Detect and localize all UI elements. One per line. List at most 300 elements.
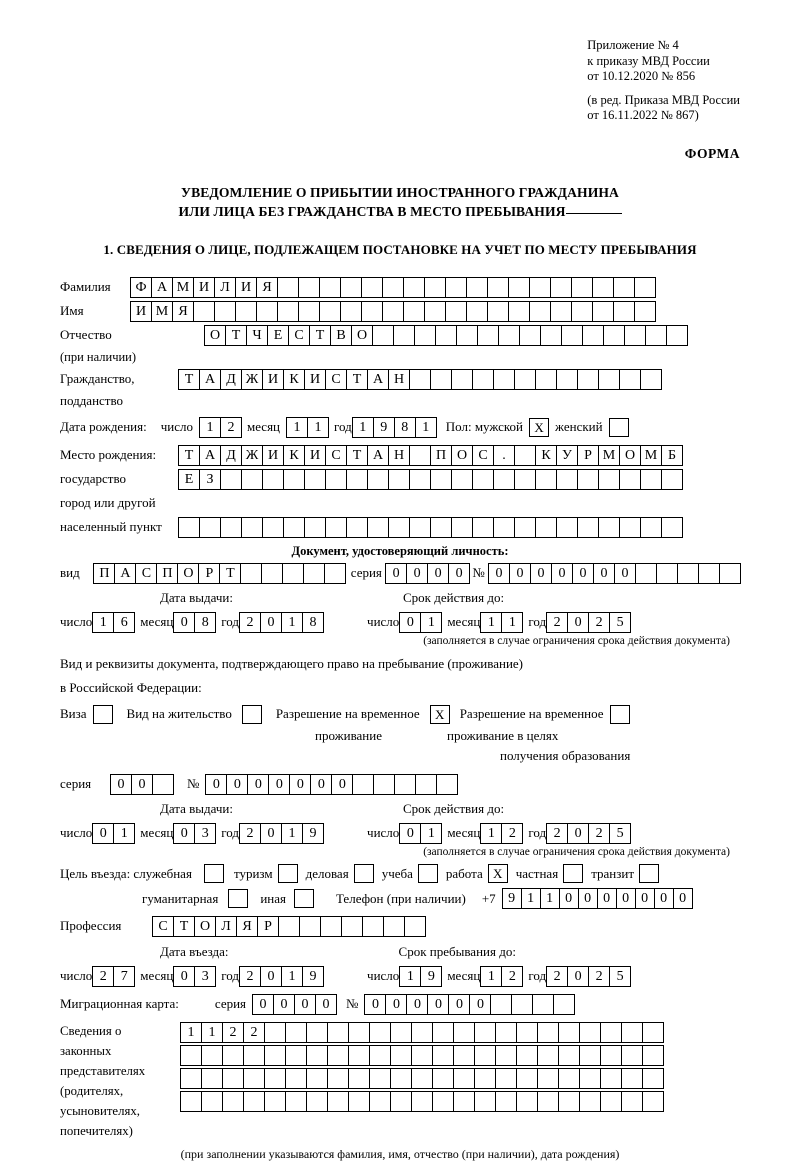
char-cell[interactable] — [201, 1068, 223, 1089]
char-cell[interactable] — [298, 301, 320, 322]
name-input[interactable] — [130, 301, 655, 322]
char-cell[interactable] — [451, 517, 473, 538]
char-cell[interactable]: 1 — [286, 417, 308, 438]
char-cell[interactable]: 0 — [635, 888, 655, 909]
char-cell[interactable] — [432, 1045, 454, 1066]
char-cell[interactable]: П — [430, 445, 452, 466]
char-cell[interactable] — [508, 301, 530, 322]
permit-issue-year-input[interactable] — [239, 823, 323, 844]
char-cell[interactable] — [532, 994, 554, 1015]
char-cell[interactable]: С — [135, 563, 157, 584]
char-cell[interactable]: 0 — [448, 994, 470, 1015]
char-cell[interactable] — [285, 1068, 307, 1089]
char-cell[interactable]: 1 — [307, 417, 329, 438]
char-cell[interactable] — [600, 1045, 622, 1066]
char-cell[interactable] — [340, 301, 362, 322]
char-cell[interactable] — [222, 1045, 244, 1066]
char-cell[interactable]: 1 — [113, 823, 135, 844]
char-cell[interactable]: 7 — [113, 966, 135, 987]
char-cell[interactable]: Я — [256, 277, 278, 298]
char-cell[interactable]: Т — [219, 563, 241, 584]
char-cell[interactable] — [243, 1045, 265, 1066]
char-cell[interactable] — [642, 1068, 664, 1089]
char-cell[interactable]: 3 — [194, 823, 216, 844]
char-cell[interactable]: 2 — [546, 966, 568, 987]
char-cell[interactable] — [222, 1068, 244, 1089]
char-cell[interactable]: У — [556, 445, 578, 466]
char-cell[interactable]: О — [204, 325, 226, 346]
char-cell[interactable] — [369, 1022, 391, 1043]
purpose-work-checkbox[interactable]: Х — [488, 864, 508, 883]
char-cell[interactable]: 1 — [480, 612, 502, 633]
char-cell[interactable]: Т — [173, 916, 195, 937]
char-cell[interactable] — [199, 517, 221, 538]
char-cell[interactable]: 1 — [480, 823, 502, 844]
char-cell[interactable] — [261, 563, 283, 584]
char-cell[interactable] — [324, 563, 346, 584]
char-cell[interactable] — [243, 1068, 265, 1089]
char-cell[interactable] — [677, 563, 699, 584]
char-cell[interactable]: 1 — [415, 417, 437, 438]
char-cell[interactable] — [424, 301, 446, 322]
char-cell[interactable]: И — [235, 277, 257, 298]
char-cell[interactable]: З — [199, 469, 221, 490]
char-cell[interactable]: Т — [346, 445, 368, 466]
char-cell[interactable]: Ж — [241, 445, 263, 466]
char-cell[interactable]: О — [451, 445, 473, 466]
doc-number-input[interactable] — [488, 563, 740, 584]
char-cell[interactable]: 1 — [480, 966, 502, 987]
char-cell[interactable]: 0 — [226, 774, 248, 795]
char-cell[interactable]: 0 — [616, 888, 636, 909]
char-cell[interactable]: Р — [198, 563, 220, 584]
char-cell[interactable] — [579, 1091, 601, 1112]
char-cell[interactable]: Н — [388, 369, 410, 390]
char-cell[interactable]: М — [151, 301, 173, 322]
char-cell[interactable] — [537, 1091, 559, 1112]
char-cell[interactable] — [180, 1091, 202, 1112]
char-cell[interactable]: 0 — [310, 774, 332, 795]
char-cell[interactable] — [621, 1091, 643, 1112]
char-cell[interactable]: Т — [178, 445, 200, 466]
char-cell[interactable] — [537, 1045, 559, 1066]
char-cell[interactable] — [698, 563, 720, 584]
doc-issue-year-input[interactable] — [239, 612, 323, 633]
char-cell[interactable] — [369, 1068, 391, 1089]
char-cell[interactable] — [404, 916, 426, 937]
char-cell[interactable]: 0 — [406, 994, 428, 1015]
char-cell[interactable]: 9 — [302, 823, 324, 844]
char-cell[interactable]: 1 — [281, 823, 303, 844]
purpose-other-checkbox[interactable] — [294, 889, 314, 908]
doc-valid-day-input[interactable] — [399, 612, 441, 633]
char-cell[interactable] — [540, 325, 562, 346]
char-cell[interactable] — [519, 325, 541, 346]
char-cell[interactable]: 0 — [252, 994, 274, 1015]
profession-input[interactable] — [152, 916, 425, 937]
char-cell[interactable] — [240, 563, 262, 584]
char-cell[interactable] — [619, 517, 641, 538]
char-cell[interactable]: 0 — [427, 563, 449, 584]
char-cell[interactable] — [430, 517, 452, 538]
char-cell[interactable] — [516, 1022, 538, 1043]
char-cell[interactable]: 5 — [609, 612, 631, 633]
char-cell[interactable] — [577, 517, 599, 538]
legal-rep-row-4-input[interactable] — [180, 1091, 663, 1112]
char-cell[interactable]: 8 — [302, 612, 324, 633]
char-cell[interactable]: 0 — [260, 612, 282, 633]
char-cell[interactable]: 9 — [302, 966, 324, 987]
char-cell[interactable]: И — [262, 369, 284, 390]
permit-valid-year-input[interactable] — [546, 823, 630, 844]
char-cell[interactable] — [598, 369, 620, 390]
char-cell[interactable]: 5 — [609, 823, 631, 844]
char-cell[interactable]: 0 — [247, 774, 269, 795]
char-cell[interactable]: 0 — [205, 774, 227, 795]
char-cell[interactable] — [403, 301, 425, 322]
char-cell[interactable]: Т — [225, 325, 247, 346]
char-cell[interactable]: 0 — [593, 563, 615, 584]
phone-input[interactable] — [502, 888, 692, 909]
char-cell[interactable] — [661, 469, 683, 490]
char-cell[interactable] — [403, 277, 425, 298]
char-cell[interactable]: 2 — [239, 823, 261, 844]
legal-rep-row-2-input[interactable] — [180, 1045, 663, 1066]
char-cell[interactable] — [327, 1045, 349, 1066]
char-cell[interactable] — [394, 774, 416, 795]
char-cell[interactable] — [341, 916, 363, 937]
char-cell[interactable]: 0 — [399, 612, 421, 633]
char-cell[interactable]: И — [304, 369, 326, 390]
migration-series-input[interactable] — [252, 994, 336, 1015]
char-cell[interactable] — [456, 325, 478, 346]
char-cell[interactable]: В — [330, 325, 352, 346]
char-cell[interactable]: Я — [172, 301, 194, 322]
char-cell[interactable] — [592, 301, 614, 322]
char-cell[interactable]: 0 — [567, 823, 589, 844]
char-cell[interactable] — [409, 369, 431, 390]
char-cell[interactable] — [262, 469, 284, 490]
char-cell[interactable] — [558, 1068, 580, 1089]
char-cell[interactable] — [495, 1022, 517, 1043]
char-cell[interactable]: Т — [178, 369, 200, 390]
char-cell[interactable] — [361, 277, 383, 298]
char-cell[interactable] — [556, 469, 578, 490]
char-cell[interactable]: М — [172, 277, 194, 298]
permit-series-input[interactable] — [110, 774, 173, 795]
char-cell[interactable]: Б — [661, 445, 683, 466]
char-cell[interactable] — [490, 994, 512, 1015]
char-cell[interactable]: 0 — [294, 994, 316, 1015]
char-cell[interactable] — [283, 469, 305, 490]
char-cell[interactable] — [514, 469, 536, 490]
char-cell[interactable] — [661, 517, 683, 538]
char-cell[interactable] — [306, 1068, 328, 1089]
char-cell[interactable] — [348, 1022, 370, 1043]
char-cell[interactable]: 5 — [609, 966, 631, 987]
purpose-humanitarian-checkbox[interactable] — [228, 889, 248, 908]
char-cell[interactable]: 0 — [315, 994, 337, 1015]
char-cell[interactable]: П — [156, 563, 178, 584]
char-cell[interactable] — [598, 517, 620, 538]
char-cell[interactable] — [453, 1091, 475, 1112]
char-cell[interactable]: 0 — [567, 612, 589, 633]
char-cell[interactable] — [306, 1045, 328, 1066]
char-cell[interactable] — [432, 1022, 454, 1043]
char-cell[interactable] — [264, 1022, 286, 1043]
char-cell[interactable] — [516, 1091, 538, 1112]
birthplace-line-3-input[interactable] — [178, 517, 682, 538]
char-cell[interactable]: 1 — [199, 417, 221, 438]
char-cell[interactable] — [256, 301, 278, 322]
char-cell[interactable] — [193, 301, 215, 322]
char-cell[interactable] — [598, 469, 620, 490]
char-cell[interactable]: 1 — [540, 888, 560, 909]
char-cell[interactable] — [201, 1091, 223, 1112]
char-cell[interactable] — [642, 1091, 664, 1112]
char-cell[interactable] — [222, 1091, 244, 1112]
char-cell[interactable]: 0 — [268, 774, 290, 795]
char-cell[interactable] — [474, 1068, 496, 1089]
char-cell[interactable] — [382, 301, 404, 322]
char-cell[interactable]: И — [262, 445, 284, 466]
char-cell[interactable] — [493, 369, 515, 390]
char-cell[interactable]: 2 — [243, 1022, 265, 1043]
char-cell[interactable]: 0 — [173, 966, 195, 987]
char-cell[interactable]: К — [283, 369, 305, 390]
char-cell[interactable]: 1 — [521, 888, 541, 909]
char-cell[interactable] — [642, 1045, 664, 1066]
stay-day-input[interactable] — [399, 966, 441, 987]
char-cell[interactable]: 0 — [385, 994, 407, 1015]
char-cell[interactable] — [666, 325, 688, 346]
char-cell[interactable] — [241, 469, 263, 490]
char-cell[interactable]: 9 — [502, 888, 522, 909]
char-cell[interactable] — [619, 369, 641, 390]
char-cell[interactable]: 0 — [427, 994, 449, 1015]
char-cell[interactable] — [340, 277, 362, 298]
char-cell[interactable]: М — [598, 445, 620, 466]
char-cell[interactable]: И — [193, 277, 215, 298]
purpose-transit-checkbox[interactable] — [639, 864, 659, 883]
char-cell[interactable] — [613, 277, 635, 298]
char-cell[interactable]: 2 — [501, 966, 523, 987]
char-cell[interactable]: К — [535, 445, 557, 466]
char-cell[interactable] — [453, 1068, 475, 1089]
citizenship-input[interactable] — [178, 369, 661, 390]
char-cell[interactable]: 0 — [448, 563, 470, 584]
char-cell[interactable] — [241, 517, 263, 538]
char-cell[interactable] — [474, 1045, 496, 1066]
char-cell[interactable] — [372, 325, 394, 346]
char-cell[interactable]: 0 — [509, 563, 531, 584]
char-cell[interactable]: Д — [220, 445, 242, 466]
char-cell[interactable] — [535, 369, 557, 390]
char-cell[interactable] — [264, 1045, 286, 1066]
char-cell[interactable]: О — [619, 445, 641, 466]
char-cell[interactable] — [624, 325, 646, 346]
char-cell[interactable] — [348, 1091, 370, 1112]
char-cell[interactable]: 1 — [281, 612, 303, 633]
char-cell[interactable] — [282, 563, 304, 584]
stay-year-input[interactable] — [546, 966, 630, 987]
char-cell[interactable]: С — [472, 445, 494, 466]
char-cell[interactable] — [635, 563, 657, 584]
char-cell[interactable] — [445, 277, 467, 298]
char-cell[interactable]: 1 — [92, 612, 114, 633]
char-cell[interactable] — [277, 301, 299, 322]
char-cell[interactable] — [621, 1068, 643, 1089]
char-cell[interactable] — [369, 1045, 391, 1066]
char-cell[interactable] — [390, 1022, 412, 1043]
char-cell[interactable] — [535, 517, 557, 538]
char-cell[interactable] — [645, 325, 667, 346]
char-cell[interactable]: 2 — [220, 417, 242, 438]
char-cell[interactable]: Р — [257, 916, 279, 937]
char-cell[interactable] — [178, 517, 200, 538]
purpose-private-checkbox[interactable] — [563, 864, 583, 883]
char-cell[interactable]: 0 — [673, 888, 693, 909]
char-cell[interactable] — [537, 1068, 559, 1089]
birthplace-line-1-input[interactable] — [178, 445, 682, 466]
char-cell[interactable]: 0 — [469, 994, 491, 1015]
char-cell[interactable] — [472, 517, 494, 538]
char-cell[interactable] — [553, 994, 575, 1015]
char-cell[interactable]: 0 — [260, 823, 282, 844]
char-cell[interactable] — [466, 301, 488, 322]
doc-valid-month-input[interactable] — [480, 612, 522, 633]
char-cell[interactable] — [283, 517, 305, 538]
char-cell[interactable] — [424, 277, 446, 298]
char-cell[interactable] — [367, 469, 389, 490]
char-cell[interactable]: 6 — [113, 612, 135, 633]
char-cell[interactable] — [436, 774, 458, 795]
char-cell[interactable]: 2 — [239, 612, 261, 633]
doc-type-input[interactable] — [93, 563, 345, 584]
char-cell[interactable]: О — [351, 325, 373, 346]
char-cell[interactable] — [430, 369, 452, 390]
permit-valid-day-input[interactable] — [399, 823, 441, 844]
char-cell[interactable] — [348, 1045, 370, 1066]
char-cell[interactable]: 2 — [588, 612, 610, 633]
char-cell[interactable]: 0 — [173, 612, 195, 633]
char-cell[interactable]: 9 — [373, 417, 395, 438]
char-cell[interactable] — [600, 1068, 622, 1089]
char-cell[interactable] — [306, 1091, 328, 1112]
char-cell[interactable] — [516, 1068, 538, 1089]
char-cell[interactable]: 0 — [385, 563, 407, 584]
char-cell[interactable]: 0 — [578, 888, 598, 909]
char-cell[interactable]: 0 — [488, 563, 510, 584]
char-cell[interactable]: 1 — [180, 1022, 202, 1043]
char-cell[interactable] — [550, 277, 572, 298]
char-cell[interactable]: 2 — [588, 823, 610, 844]
entry-day-input[interactable] — [92, 966, 134, 987]
birthplace-line-2-input[interactable] — [178, 469, 682, 490]
char-cell[interactable] — [579, 1022, 601, 1043]
char-cell[interactable]: 0 — [173, 823, 195, 844]
char-cell[interactable] — [472, 369, 494, 390]
char-cell[interactable] — [382, 277, 404, 298]
char-cell[interactable]: Ф — [130, 277, 152, 298]
char-cell[interactable]: 0 — [597, 888, 617, 909]
char-cell[interactable] — [220, 517, 242, 538]
char-cell[interactable] — [298, 277, 320, 298]
entry-month-input[interactable] — [173, 966, 215, 987]
char-cell[interactable] — [640, 469, 662, 490]
char-cell[interactable] — [180, 1068, 202, 1089]
char-cell[interactable]: 3 — [194, 966, 216, 987]
char-cell[interactable] — [634, 277, 656, 298]
char-cell[interactable] — [579, 1068, 601, 1089]
char-cell[interactable] — [299, 916, 321, 937]
char-cell[interactable] — [367, 517, 389, 538]
char-cell[interactable] — [388, 517, 410, 538]
purpose-study-checkbox[interactable] — [418, 864, 438, 883]
char-cell[interactable] — [477, 325, 499, 346]
char-cell[interactable] — [327, 1068, 349, 1089]
char-cell[interactable] — [529, 301, 551, 322]
char-cell[interactable] — [235, 301, 257, 322]
char-cell[interactable] — [304, 469, 326, 490]
char-cell[interactable] — [550, 301, 572, 322]
char-cell[interactable] — [264, 1091, 286, 1112]
char-cell[interactable] — [432, 1091, 454, 1112]
char-cell[interactable]: А — [114, 563, 136, 584]
char-cell[interactable] — [390, 1091, 412, 1112]
visa-checkbox[interactable] — [93, 705, 113, 724]
char-cell[interactable] — [577, 369, 599, 390]
char-cell[interactable]: 1 — [201, 1022, 223, 1043]
char-cell[interactable] — [514, 517, 536, 538]
char-cell[interactable] — [285, 1091, 307, 1112]
char-cell[interactable]: 0 — [260, 966, 282, 987]
char-cell[interactable] — [621, 1045, 643, 1066]
char-cell[interactable] — [582, 325, 604, 346]
edu-residence-checkbox[interactable] — [610, 705, 630, 724]
char-cell[interactable] — [348, 1068, 370, 1089]
char-cell[interactable]: 0 — [131, 774, 153, 795]
patronymic-input[interactable] — [204, 325, 687, 346]
char-cell[interactable] — [487, 277, 509, 298]
char-cell[interactable]: И — [130, 301, 152, 322]
char-cell[interactable] — [514, 369, 536, 390]
char-cell[interactable]: 0 — [399, 823, 421, 844]
char-cell[interactable]: 0 — [559, 888, 579, 909]
char-cell[interactable] — [472, 469, 494, 490]
char-cell[interactable] — [327, 1091, 349, 1112]
char-cell[interactable]: С — [325, 445, 347, 466]
char-cell[interactable] — [362, 916, 384, 937]
char-cell[interactable]: 8 — [394, 417, 416, 438]
char-cell[interactable] — [474, 1091, 496, 1112]
char-cell[interactable]: 0 — [567, 966, 589, 987]
char-cell[interactable] — [430, 469, 452, 490]
char-cell[interactable]: 1 — [399, 966, 421, 987]
char-cell[interactable] — [495, 1091, 517, 1112]
char-cell[interactable] — [435, 325, 457, 346]
char-cell[interactable]: 1 — [420, 823, 442, 844]
char-cell[interactable]: 2 — [501, 823, 523, 844]
char-cell[interactable]: О — [194, 916, 216, 937]
purpose-business-checkbox[interactable] — [354, 864, 374, 883]
char-cell[interactable]: И — [304, 445, 326, 466]
char-cell[interactable] — [571, 277, 593, 298]
char-cell[interactable] — [571, 301, 593, 322]
char-cell[interactable]: 8 — [194, 612, 216, 633]
char-cell[interactable] — [285, 1045, 307, 1066]
char-cell[interactable] — [264, 1068, 286, 1089]
